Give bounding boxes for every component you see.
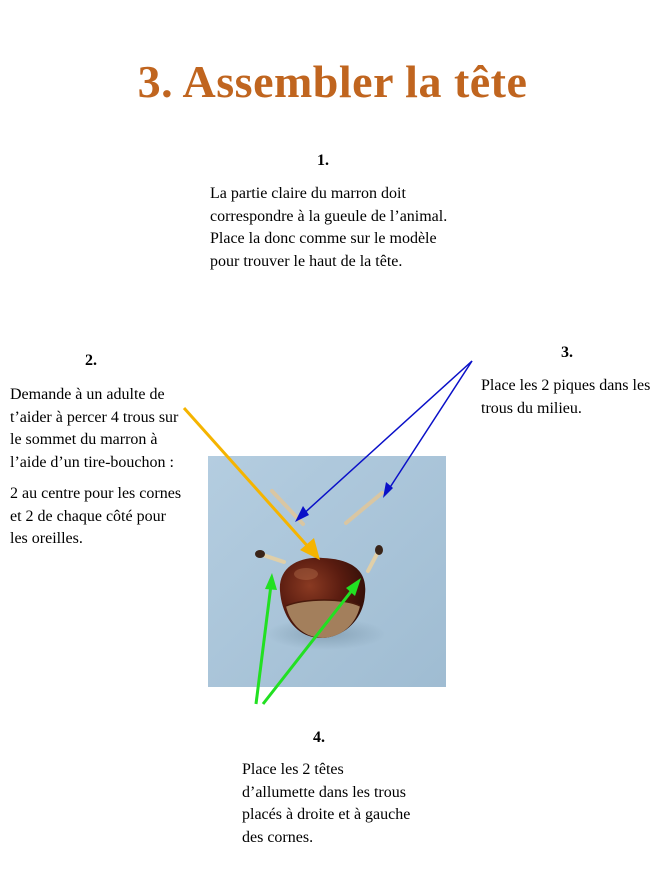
step-1-number: 1. — [317, 152, 329, 169]
page-title: 3. Assembler la tête — [137, 56, 528, 107]
step-2-paragraph-1: Demande à un adulte de t’aider à percer 4 trous sur le sommet du marron à l’aide d’un tire-bouchon : — [10, 386, 179, 471]
step-3-number: 3. — [561, 344, 573, 361]
step-3-text — [481, 375, 661, 420]
left-match-head — [255, 550, 265, 558]
step-2-text — [10, 384, 185, 551]
step-3-paragraph: Place les 2 piques dans les trous du milieu. — [481, 377, 651, 417]
chestnut-highlight — [294, 568, 318, 580]
step-1-paragraph: La partie claire du marron doit correspondre à la gueule de l’animal. Place la donc comme sur le modèle pour trouver le haut de la tête. — [210, 185, 448, 270]
step-2-number: 2. — [85, 352, 97, 369]
step-4-text — [242, 759, 412, 849]
right-match-head — [375, 545, 383, 555]
step-4-paragraph: Place les 2 têtes d’allumette dans les trous placés à droite et à gauche des cornes. — [242, 761, 411, 846]
step-1-text — [210, 183, 460, 273]
step-2-paragraph-2: 2 au centre pour les cornes et 2 de chaque côté pour les oreilles. — [10, 485, 182, 547]
chestnut-photo — [208, 456, 446, 687]
step-4-number: 4. — [313, 729, 325, 746]
